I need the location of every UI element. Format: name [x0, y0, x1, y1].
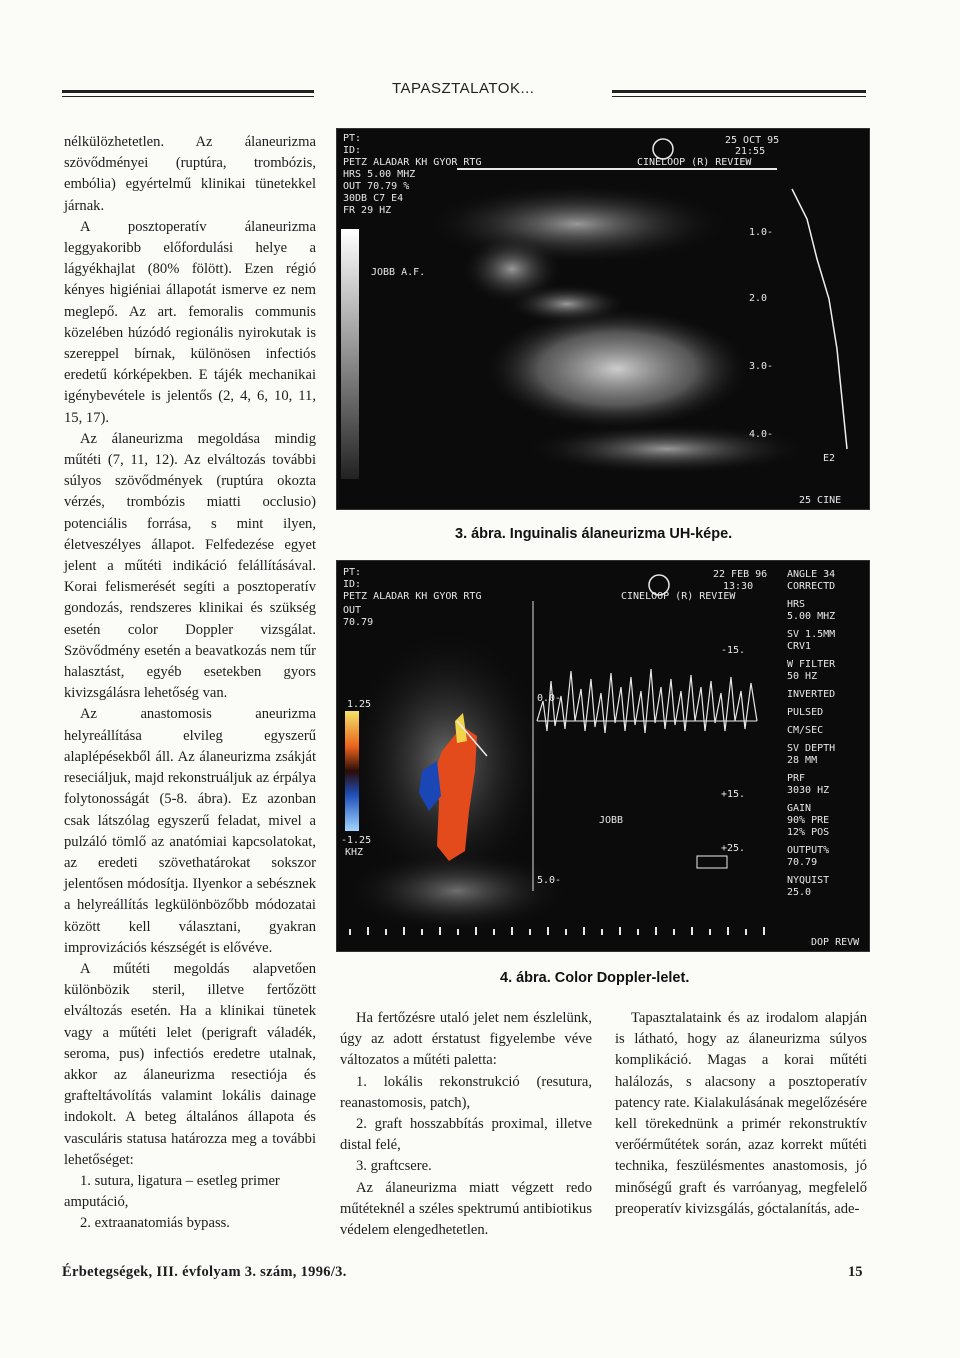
paragraph: Ha fertőzésre utaló jelet nem észlelünk, úgy az adott érstatust figyelembe véve változatos a műtéti paletta:: [340, 1010, 592, 1069]
paragraph: Az anastomosis aneurizma helyreállítása elvileg egyszerű alaplépésekből áll. Az álaneurizma zsákját reseciáljuk, majd rekonstruáljuk az érpálya folytonosságát (5-8. ábra). Ez azonban csak látszólag egyszerű feladat, mivel a pulzáló tömlő az anatómiai kapcsolatokat, az eredeti szövethatárokat sokszor jelentősen módosítja. Ilyenkor a sebésznek a helyreállítás legkülönbözőbb módozatai között kell választani, gyakran improvizációs készségét is elővéve.: [64, 706, 316, 956]
svg-text:PETZ ALADAR KH GYOR RTG: PETZ ALADAR KH GYOR RTG: [343, 157, 482, 168]
paragraph: 1. lokális rekonstrukció (resutura, reanastomosis, patch),: [340, 1073, 592, 1111]
svg-text:28 MM: 28 MM: [787, 755, 818, 766]
svg-text:CINELOOP (R) REVIEW: CINELOOP (R) REVIEW: [637, 157, 752, 168]
svg-text:25.0: 25.0: [787, 887, 812, 898]
svg-text:PRF: PRF: [787, 773, 806, 784]
paragraph: 1. sutura, ligatura – esetleg primer amputáció,: [64, 1172, 280, 1211]
svg-text:13:30: 13:30: [723, 581, 754, 592]
header-rule-right: [612, 90, 866, 93]
svg-text:1.0-: 1.0-: [749, 227, 774, 238]
svg-text:0.0-: 0.0-: [537, 693, 562, 704]
svg-text:90% PRE: 90% PRE: [787, 815, 830, 826]
journal-footer: Érbetegségek, III. évfolyam 3. szám, 1996/3.: [62, 1264, 347, 1280]
svg-text:3.0-: 3.0-: [749, 361, 774, 372]
figure-3-caption: 3. ábra. Inguinalis álaneurizma UH-képe.: [455, 526, 733, 542]
svg-text:SV DEPTH: SV DEPTH: [787, 743, 836, 754]
svg-text:DOP REVW: DOP REVW: [811, 937, 860, 948]
paragraph: Az álaneurizma miatt végzett redo műtéteknél a széles spektrumú antibiotikus védelem elengedhetetlen.: [340, 1179, 592, 1239]
svg-text:70.79: 70.79: [343, 617, 374, 628]
svg-text:SV 1.5MM: SV 1.5MM: [787, 629, 836, 640]
svg-text:PULSED: PULSED: [787, 707, 824, 718]
svg-text:4.0-: 4.0-: [749, 429, 774, 440]
svg-text:25 OCT 95: 25 OCT 95: [725, 135, 780, 146]
svg-text:CRV1: CRV1: [787, 641, 812, 652]
svg-text:PT:: PT:: [343, 133, 362, 144]
svg-text:OUTPUT%: OUTPUT%: [787, 845, 830, 856]
svg-text:CORRECTD: CORRECTD: [787, 581, 836, 592]
svg-text:PETZ ALADAR KH GYOR RTG: PETZ ALADAR KH GYOR RTG: [343, 591, 482, 602]
svg-text:JOBB A.F.: JOBB A.F.: [371, 267, 426, 278]
paragraph: nélkülözhetetlen. Az álaneurizma szövődményei (ruptúra, trombózis, embólia) egyértelmű klinikai tünetekkel járnak.: [64, 134, 316, 214]
svg-text:+15.: +15.: [721, 789, 746, 800]
svg-text:OUT 70.79 %: OUT 70.79 %: [343, 181, 410, 192]
svg-text:NYQUIST: NYQUIST: [787, 875, 830, 886]
svg-text:2.0: 2.0: [749, 293, 768, 304]
running-header: TAPASZTALATOK...: [392, 80, 535, 97]
paragraph: 2. graft hosszabbítás proximal, illetve distal felé,: [340, 1116, 592, 1154]
svg-text:INVERTED: INVERTED: [787, 689, 836, 700]
paragraph: A műtéti megoldás alapvetően különbözik steril, illetve fertőzött elváltozás esetén. Ha a klinikai tünetek vagy a műtéti lelet (perigraft váladék, seroma, pus) infectiós eredetre utalnak, akkor az álaneurizma resectiója és grafteltávolítás valamint lokális dainage indokolt. A beteg általános állapota és vasculáris statusa határozza meg a további lehetőséget:: [64, 960, 316, 1168]
svg-text:5.00 MHZ: 5.00 MHZ: [787, 611, 836, 622]
svg-text:FR 29 HZ: FR 29 HZ: [343, 205, 392, 216]
svg-text:5.0-: 5.0-: [537, 875, 562, 886]
paragraph: Tapasztalataink és az irodalom alapján is látható, hogy az álaneurizma súlyos komplikáció. Magas a korai műtéti halálozás, s alacsony a posztoperatív patency rate. Kialakulásának megelőzésére kell törekednünk a primér rekonstruktív verőérműtétek során, azaz korrekt műtéti technika, feszülésmentes anastomosis, jó minőségű graft és varróanyag, megfelelő preoperatív kivizsgálás, góctalanítás, ade-: [615, 1010, 867, 1217]
paragraph: 2. extraanatomiás bypass.: [80, 1215, 230, 1232]
svg-text:CM/SEC: CM/SEC: [787, 725, 824, 736]
svg-text:KHZ: KHZ: [345, 847, 364, 858]
svg-text:+25.: +25.: [721, 843, 746, 854]
text-column-left: [64, 132, 316, 1235]
text-column-middle: [340, 1008, 592, 1241]
figure-4-doppler-image: [336, 560, 870, 952]
svg-text:12% POS: 12% POS: [787, 827, 830, 838]
svg-text:50 HZ: 50 HZ: [787, 671, 818, 682]
svg-text:30DB C7 E4: 30DB C7 E4: [343, 193, 404, 204]
svg-text:GAIN: GAIN: [787, 803, 812, 814]
svg-text:OUT: OUT: [343, 605, 362, 616]
text-column-right: [615, 1008, 867, 1220]
paragraph: 3. graftcsere.: [356, 1158, 432, 1175]
svg-text:ID:: ID:: [343, 145, 362, 156]
svg-text:21:55: 21:55: [735, 146, 766, 157]
svg-text:JOBB: JOBB: [599, 815, 624, 826]
svg-text:W FILTER: W FILTER: [787, 659, 836, 670]
svg-text:25 CINE: 25 CINE: [799, 495, 842, 506]
svg-text:HRS 5.00 MHZ: HRS 5.00 MHZ: [343, 169, 416, 180]
svg-text:1.25: 1.25: [347, 699, 372, 710]
svg-text:CINELOOP (R) REVIEW: CINELOOP (R) REVIEW: [621, 591, 736, 602]
page-number: 15: [848, 1264, 863, 1280]
header-rule-left: [62, 90, 314, 93]
svg-text:-1.25: -1.25: [341, 835, 372, 846]
svg-text:70.79: 70.79: [787, 857, 818, 868]
header-rule-right-thin: [612, 96, 866, 97]
svg-text:ID:: ID:: [343, 579, 362, 590]
paragraph: Az álaneurizma megoldása mindig műtéti (7, 11, 12). Az elváltozás további súlyos szövődmények (ruptúra okozta vérzés, trombózis miatti occlusio) potenciális forrása, s mint ilyen, életveszélyes állapot. Felfedezése egyet jelent a műtéti indikáció felállításával. Korai felismerését segíti a posztoperatív gondozás, rendszeres klinikai és szükség esetén color Doppler vizsgálat. Szövődmény esetén a beavatkozás nem tűr halasztást, egyéb esetekben gyors kivizsgálásra lehetőség van.: [64, 430, 316, 702]
svg-text:E2: E2: [823, 453, 836, 464]
svg-text:22 FEB 96: 22 FEB 96: [713, 569, 768, 580]
svg-text:3030 HZ: 3030 HZ: [787, 785, 830, 796]
svg-text:-15.: -15.: [721, 645, 746, 656]
header-rule-left-thin: [62, 96, 314, 97]
svg-text:PT:: PT:: [343, 567, 362, 578]
paragraph: A posztoperatív álaneurizma leggyakoribb előfordulási helye a lágyékhajlat (80% fölött). Ezen régió kényes higiéniai állapotát ismerve ez nem meglepő. Az art. femoralis communis közelében húzódó regionális nyirokutak is szereppel bírnak, különösen infectiós eredetű kórképekben. E tájék mechanikai igénybevétele is jelentős (2, 4, 6, 10, 11, 15, 17).: [64, 218, 316, 426]
svg-text:HRS: HRS: [787, 599, 806, 610]
svg-text:ANGLE 34: ANGLE 34: [787, 569, 836, 580]
figure-3-ultrasound-image: [336, 128, 870, 510]
figure-4-caption: 4. ábra. Color Doppler-lelet.: [500, 970, 690, 986]
